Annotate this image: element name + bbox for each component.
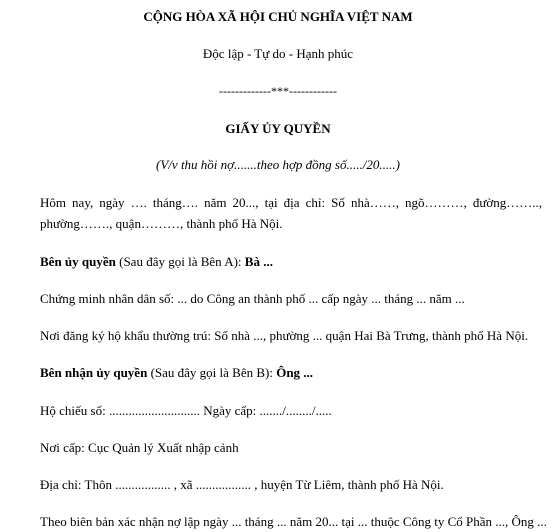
party-b-issuer: Nơi cấp: Cục Quản lý Xuất nhập cảnh — [40, 440, 239, 455]
party-b-heading — [40, 365, 313, 381]
party-b-note: (Sau đây gọi là Bên B): — [147, 365, 277, 380]
document-title: GIẤY ỦY QUYỀN — [225, 121, 331, 136]
national-motto: Độc lập - Tự do - Hạnh phúc — [202, 46, 354, 61]
party-a-note: (Sau đây gọi là Bên A): — [115, 254, 245, 269]
party-a-name: Bà ... — [244, 254, 273, 269]
country-header: CỘNG HÒA XÃ HỘI CHỦ NGHĨA VIỆT NAM — [143, 9, 413, 24]
party-a-heading — [40, 254, 273, 270]
party-b-label: Bên nhận ủy quyền — [40, 365, 148, 380]
party-a-residence: Nơi đăng ký hộ khẩu thường trú: Số nhà ..., phường ... quận Hai Bà Trưng, thành phố Hà Nội. — [40, 328, 529, 343]
header-separator: -------------***------------ — [219, 84, 337, 98]
party-a-label: Bên ủy quyền — [40, 254, 116, 269]
intro-line-2: phường……., quận………, thành phố Hà Nội. — [40, 216, 283, 231]
party-b-name: Ông ... — [276, 365, 314, 380]
document-subtitle: (V/v thu hồi nợ.......theo hợp đồng số...../20.....) — [156, 157, 400, 172]
party-b-passport: Hộ chiếu số: ............................ Ngày cấp: ......./......../..... — [40, 403, 332, 418]
party-a-id: Chứng minh nhân dân số: ... do Công an thành phố ... cấp ngày ... tháng ... năm ... — [40, 291, 465, 306]
debt-confirmation-line: Theo biên bản xác nhận nợ lập ngày ... tháng ... năm 20... tại ... thuộc Công ty Cổ Phần ..., Ông ... — [40, 514, 547, 529]
intro-line-1: Hôm nay, ngày …. tháng…. năm 20..., tại địa chỉ: Số nhà……, ngõ………, đường…….., — [40, 195, 542, 210]
party-b-address: Địa chỉ: Thôn ................. , xã ................. , huyện Từ Liêm, thành phố Hà Nội. — [40, 477, 444, 492]
